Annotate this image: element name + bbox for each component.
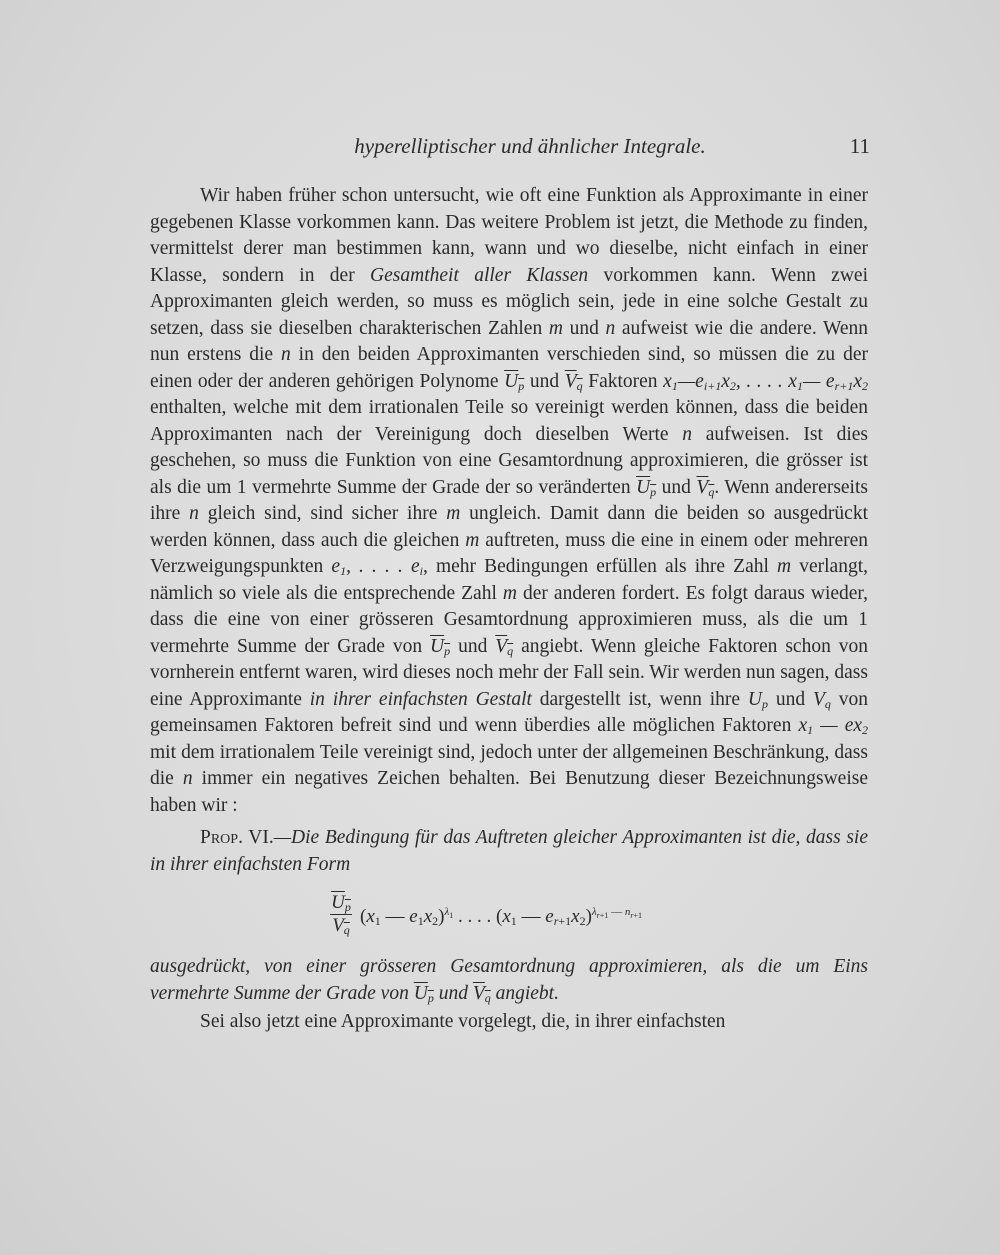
paragraph-2: Sei also jetzt eine Approximante vorgelegt, die, in ihrer einfachsten [200, 1011, 726, 1032]
math-factors: $x_1—e_{i+1}x_2$, . . . . $x_1—$ $e_{r+1}x_2$ [663, 370, 869, 393]
fraction: $\frac{U_p}{V_q}$ [331, 892, 351, 937]
math-branchpoints: $e_1$, . . . . $e_i$ [331, 556, 423, 578]
running-head [150, 134, 870, 164]
proposition [150, 825, 868, 878]
formula [150, 888, 868, 950]
body-text [150, 183, 868, 1036]
math-Up: $U_p$ [504, 370, 525, 393]
proposition-label: Prop. VI. [200, 827, 274, 848]
emphasis: Gesamtheit aller Klassen [370, 264, 589, 286]
emphasis: in ihrer einfachsten Gestalt [309, 688, 532, 710]
running-title: hyperelliptischer und ähnlicher Integrale. [354, 134, 706, 158]
page-number: 11 [849, 134, 870, 158]
formula-product: ($x_1$ — $e_1x_2)^{\lambda_1}$ . . . . ($x_1$ — $e_{r+1}x_2)^{\lambda_{r+1} — n_{r+1}}$ [360, 906, 642, 928]
proposition-text: —Die Bedingung für das Auftreten gleicher Approximanten ist die, dass sie in ihrer einfachsten Form [150, 827, 868, 875]
math-Vq: $V_q$ [564, 370, 583, 393]
proposition-conclusion: ausgedrückt, von einer grösseren Gesamtordnung approximieren, als die um Eins vermehrte Summe der Grade von $U_p$ und $V_q$ angiebt. [150, 956, 868, 1005]
paragraph-1: Wir haben früher schon untersucht, wie oft eine Funktion als Approximante in einer gegebenen Klasse vorkommen kann. Das weitere Problem ist jetzt, die Methode zu finden, vermittelst derer man bestimmen kann, wann und wo dieselbe, nicht einfach in einer Klasse, sondern in der Gesamtheit aller Klassen vorkommen kann. Wenn zwei Approximanten gleich werden, so muss es möglich sein, jede in eine solche Gestalt zu setzen, dass sie dieselben charakterischen Zahlen m und n aufweist wie die andere. Wenn nun erstens die n in den beiden Approximanten verschieden sind, so müssen die zu der einen oder der anderen gehörigen Polynome $U_p$ und $V_q$ Faktoren $x_1—e_{i+1}x_2$, . . . . $x_1—$ $e_{r+1}x_2$ enthalten, welche mit dem irrationalen Teile so vereinigt werden können, dass die beiden Approximanten nach der Vereinigung doch dieselben Werte n aufweisen. Ist dies geschehen, so muss die Funktion von eine Gesamtordnung approximieren, die grösser ist als die um 1 vermehrte Summe der Grade der so veränderten $U_p$ und $V_q$. Wenn andererseits ihre n gleich sind, sind sicher ihre m ungleich. Damit dann die beiden so ausgedrückt werden können, dass auch die gleichen m auftreten, muss die eine in einem oder mehreren Verzweigungspunkten $e_1$, . . . . $e_i$, mehr Bedingungen erfüllen als ihre Zahl m verlangt, nämlich so viele als die entsprechende Zahl m der anderen fordert. Es folgt daraus wieder, dass die eine von einer grösseren Gesamtordnung approximieren muss, als die um 1 vermehrte Summe der Grade von $U_p$ und $V_q$ angiebt. Wenn gleiche Faktoren schon von vornherein entfernt waren, wird dieses noch mehr der Fall sein. Wir werden nun sagen, dass eine Approximante in ihrer einfachsten Gestalt dargestellt ist, wenn ihre $U_p$ und $V_q$ von gemeinsamen Faktoren befreit sind und wenn überdies alle möglichen Faktoren $x_1$ — $ex_2$ mit dem irrationalem Teile vereinigt sind, jedoch unter der allgemeinen Beschränkung, dass die n immer ein negatives Zeichen behalten. Bei Benutzung dieser Bezeichnungsweise haben wir : [150, 185, 869, 816]
